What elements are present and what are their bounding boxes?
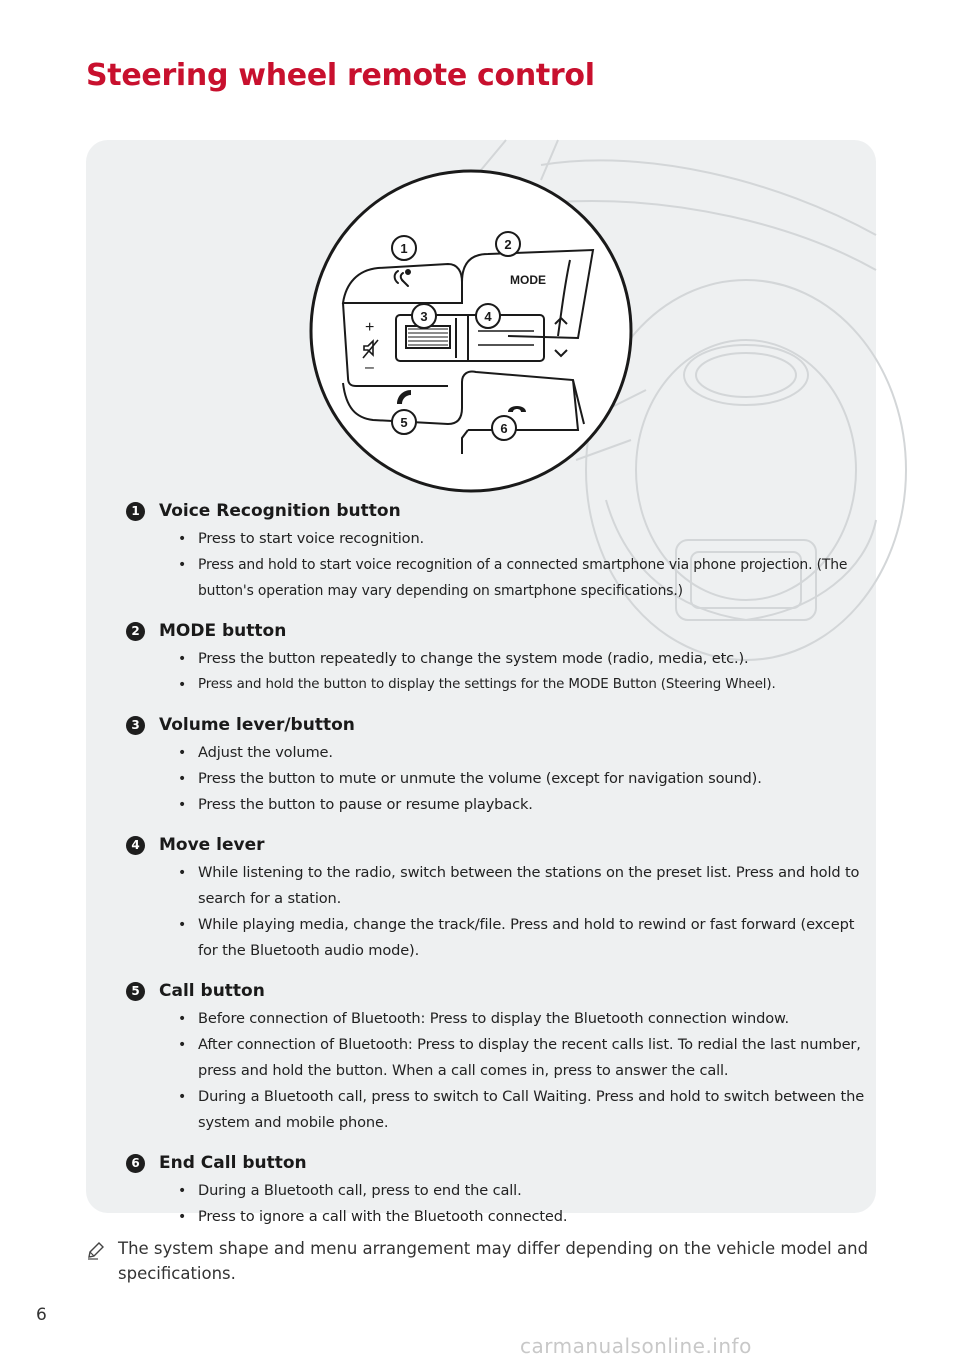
item-number-badge: 2 xyxy=(126,622,145,641)
mode-button-label: MODE xyxy=(510,273,546,287)
bullet-text: • Press and hold the button to display the settings for the MODE Button (Steering Wheel). xyxy=(198,672,866,698)
callout-4: 4 xyxy=(484,309,492,324)
callout-3: 3 xyxy=(420,309,428,324)
volume-minus-label: – xyxy=(365,359,374,376)
item-title: Call button xyxy=(159,981,265,1001)
item-title: Volume lever/button xyxy=(159,715,355,735)
item-title: Move lever xyxy=(159,835,265,855)
callout-2: 2 xyxy=(504,237,512,252)
bullet-text: • While listening to the radio, switch between the stations on the preset list. Press and hold to search for a station. xyxy=(198,860,866,912)
list-item xyxy=(126,830,866,964)
note xyxy=(86,1236,876,1286)
callout-6: 6 xyxy=(500,421,508,436)
note-text: The system shape and menu arrangement may differ depending on the vehicle model and specifications. xyxy=(118,1239,869,1283)
bullet-text: • After connection of Bluetooth: Press to display the recent calls list. To redial the last number, press and hold the button. When a call comes in, press to answer the call. xyxy=(198,1032,866,1084)
volume-plus-label: + xyxy=(365,319,375,336)
bullet-text: • Press the button to mute or unmute the volume (except for navigation sound). xyxy=(198,766,866,792)
callout-1: 1 xyxy=(400,241,408,256)
page-title: Steering wheel remote control xyxy=(86,58,595,93)
bullet-text: • Press to ignore a call with the Bluetooth connected. xyxy=(198,1204,866,1230)
pencil-note-icon xyxy=(86,1240,106,1260)
bullet-text: • While playing media, change the track/file. Press and hold to rewind or fast forward (except for the Bluetooth audio mode). xyxy=(198,912,866,964)
item-title: Voice Recognition button xyxy=(159,501,401,521)
item-number-badge: 1 xyxy=(126,502,145,521)
item-title: MODE button xyxy=(159,621,287,641)
list-item xyxy=(126,496,866,604)
item-title: End Call button xyxy=(159,1153,307,1173)
list-item xyxy=(126,616,866,698)
item-number-badge: 4 xyxy=(126,836,145,855)
steering-wheel-controls-diagram xyxy=(308,168,638,498)
bullet-text: • During a Bluetooth call, press to end the call. xyxy=(198,1178,866,1204)
page-number: 6 xyxy=(36,1305,47,1325)
bullet-text: • Press and hold to start voice recognition of a connected smartphone via phone projection. (The button's operation may vary depending on smartphone specifications.) xyxy=(198,552,866,604)
bullet-text: • Before connection of Bluetooth: Press to display the Bluetooth connection window. xyxy=(198,1006,866,1032)
item-number-badge: 5 xyxy=(126,982,145,1001)
callout-5: 5 xyxy=(400,415,408,430)
content-panel xyxy=(86,140,876,1225)
bullet-text: • Press the button repeatedly to change the system mode (radio, media, etc.). xyxy=(198,646,866,672)
bullet-text: • During a Bluetooth call, press to switch to Call Waiting. Press and hold to switch between the system and mobile phone. xyxy=(198,1084,866,1136)
watermark: carmanualsonline.info xyxy=(520,1334,752,1358)
button-description-list xyxy=(126,496,866,1242)
list-item xyxy=(126,1148,866,1230)
bullet-text: • Press to start voice recognition. xyxy=(198,526,866,552)
list-item xyxy=(126,976,866,1136)
item-number-badge: 3 xyxy=(126,716,145,735)
bullet-text: • Press the button to pause or resume playback. xyxy=(198,792,866,818)
list-item xyxy=(126,710,866,818)
bullet-text: • Adjust the volume. xyxy=(198,740,866,766)
item-number-badge: 6 xyxy=(126,1154,145,1173)
